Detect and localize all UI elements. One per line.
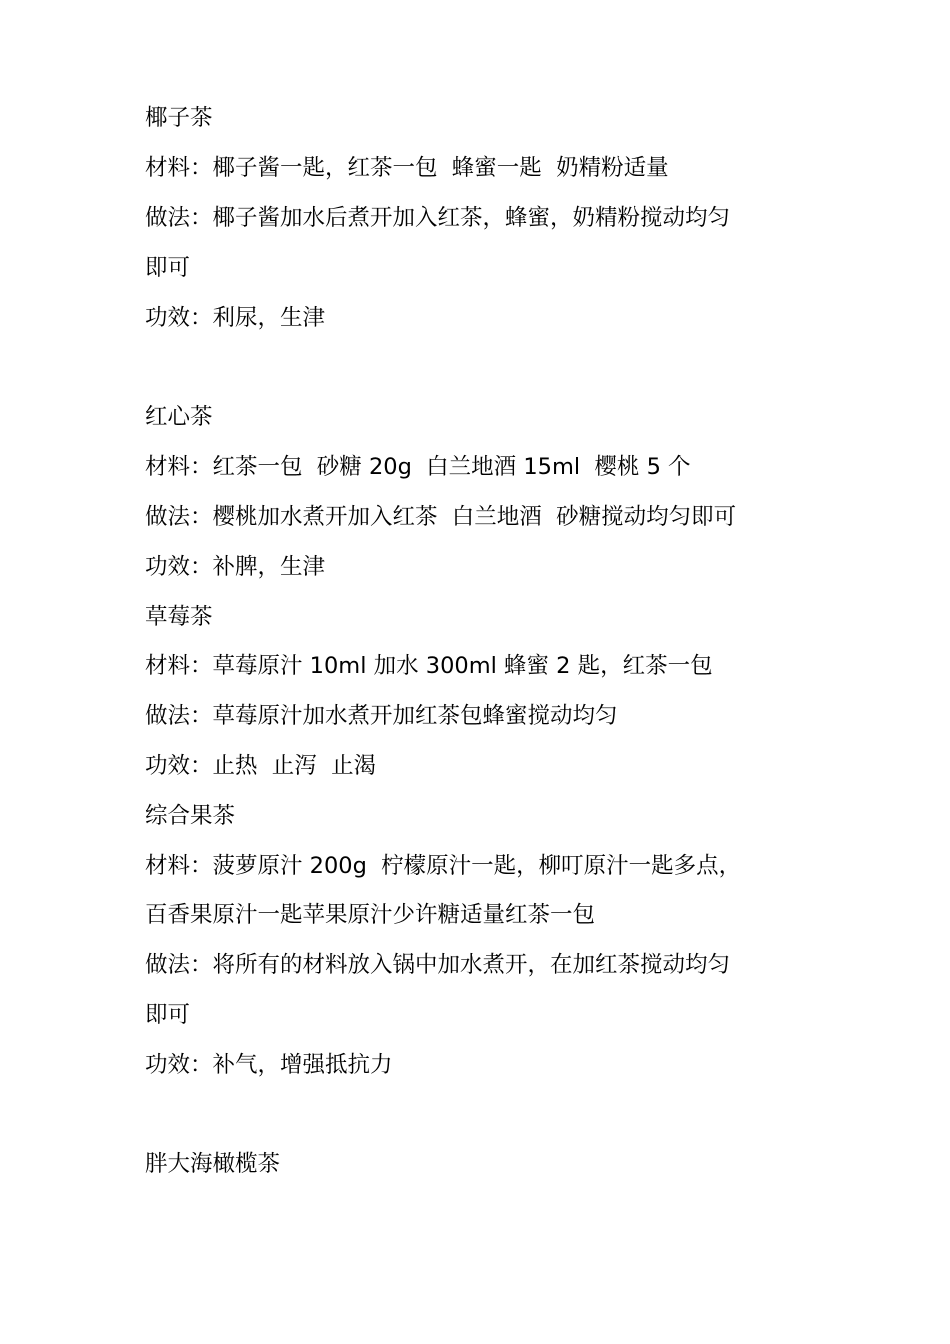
- mixed-fruit-tea-effect: 功效：补气，增强抵抗力: [145, 1052, 393, 1078]
- heading-coconut-tea: 椰子茶: [145, 105, 213, 131]
- coconut-tea-method: 做法：椰子酱加水后煮开加入红茶，蜂蜜，奶精粉搅动均匀: [145, 205, 731, 231]
- mixed-fruit-tea-method-cont: 即可: [145, 1002, 191, 1028]
- mixed-fruit-tea-ingredients-cont: 百香果原汁一匙苹果原汁少许糖适量红茶一包: [145, 902, 596, 928]
- blank-line: [145, 1095, 825, 1135]
- red-heart-tea-effect: 功效：补脾，生津: [145, 554, 326, 580]
- mixed-fruit-tea-method: 做法：将所有的材料放入锅中加水煮开，在加红茶搅动均匀: [145, 952, 731, 978]
- heading-sterculia-olive-tea: 胖大海橄榄茶: [145, 1151, 281, 1177]
- strawberry-tea-method: 做法：草莓原汁加水煮开加红茶包蜂蜜搅动均匀: [145, 703, 618, 729]
- red-heart-tea-ingredients: 材料：红茶一包 砂糖 20g 白兰地酒 15ml 樱桃 5 个: [145, 454, 691, 480]
- red-heart-tea-method: 做法：樱桃加水煮开加入红茶 白兰地酒 砂糖搅动均匀即可: [145, 504, 737, 530]
- blank-line: [145, 348, 825, 388]
- coconut-tea-effect: 功效：利尿，生津: [145, 305, 326, 331]
- heading-mixed-fruit-tea: 综合果茶: [145, 803, 236, 829]
- heading-red-heart-tea: 红心茶: [145, 404, 213, 430]
- mixed-fruit-tea-ingredients: 材料：菠萝原汁 200g 柠檬原汁一匙，柳叮原汁一匙多点，: [145, 853, 742, 879]
- coconut-tea-method-cont: 即可: [145, 255, 191, 281]
- heading-strawberry-tea: 草莓茶: [145, 604, 213, 630]
- coconut-tea-ingredients: 材料：椰子酱一匙，红茶一包 蜂蜜一匙 奶精粉适量: [145, 155, 669, 181]
- strawberry-tea-effect: 功效：止热 止泻 止渴: [145, 753, 377, 779]
- strawberry-tea-ingredients: 材料：草莓原汁 10ml 加水 300ml 蜂蜜 2 匙，红茶一包: [145, 653, 713, 679]
